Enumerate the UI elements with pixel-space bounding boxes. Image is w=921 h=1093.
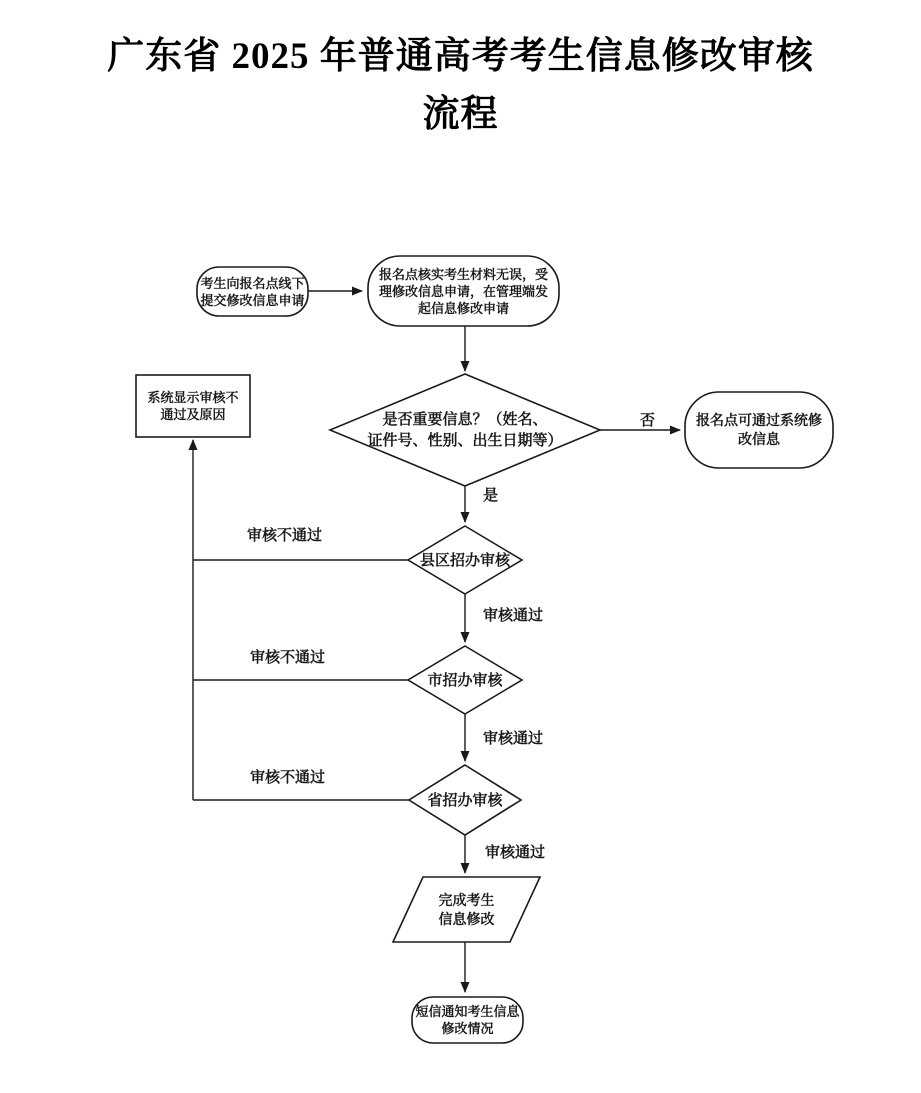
node-city-review (408, 646, 522, 714)
page-title-line2: 流程 (422, 94, 499, 135)
node-county-review (408, 526, 522, 594)
edge-label-no: 否 (640, 412, 656, 429)
reject-notice-line1: 系统显示审核不 (147, 390, 239, 405)
node-sms-notice (412, 997, 523, 1043)
edge-label-pass-county: 审核通过 (483, 607, 544, 624)
accept-line2: 理修改信息申请，在管理端发 (378, 283, 548, 299)
node-start (197, 267, 308, 316)
system-modify-line2: 改信息 (738, 431, 780, 447)
important-decision-line1: 是否重要信息？（姓名、 (382, 411, 548, 428)
edge-label-fail-city: 审核不通过 (250, 649, 326, 666)
node-complete (393, 877, 540, 942)
start-line1: 考生向报名点线下 (200, 275, 305, 291)
system-modify-line1: 报名点可通过系统修 (696, 412, 822, 428)
accept-line3: 起信息修改申请 (417, 300, 509, 316)
county-review-line1: 县区招办审核 (419, 551, 510, 569)
edge-label-fail-county: 审核不通过 (247, 527, 323, 544)
node-important-decision (330, 374, 600, 486)
node-reject-notice (136, 375, 250, 437)
edge-label-yes: 是 (483, 487, 499, 504)
province-review-line1: 省招办审核 (427, 791, 503, 809)
edge-label-pass-city: 审核通过 (483, 730, 544, 747)
sms-notice-line2: 修改情况 (441, 1021, 494, 1036)
edge-label-pass-province: 审核通过 (485, 844, 546, 861)
city-review-line1: 市招办审核 (427, 671, 503, 689)
node-system-modify (685, 392, 833, 468)
complete-line1: 完成考生 (438, 891, 495, 908)
reject-notice-line2: 通过及原因 (160, 407, 226, 422)
node-province-review (409, 765, 521, 835)
start-line2: 提交修改信息申请 (200, 292, 305, 308)
complete-line2: 信息修改 (438, 910, 495, 927)
important-decision-line2: 证件号、性别、出生日期等） (367, 432, 563, 449)
page-title-line1: 广东省 2025 年普通高考考生信息修改审核 (107, 36, 814, 77)
node-accept (368, 256, 559, 326)
sms-notice-line1: 短信通知考生信息 (415, 1004, 520, 1019)
accept-line1: 报名点核实考生材料无误，受 (378, 266, 548, 282)
edge-label-fail-province: 审核不通过 (250, 769, 326, 786)
